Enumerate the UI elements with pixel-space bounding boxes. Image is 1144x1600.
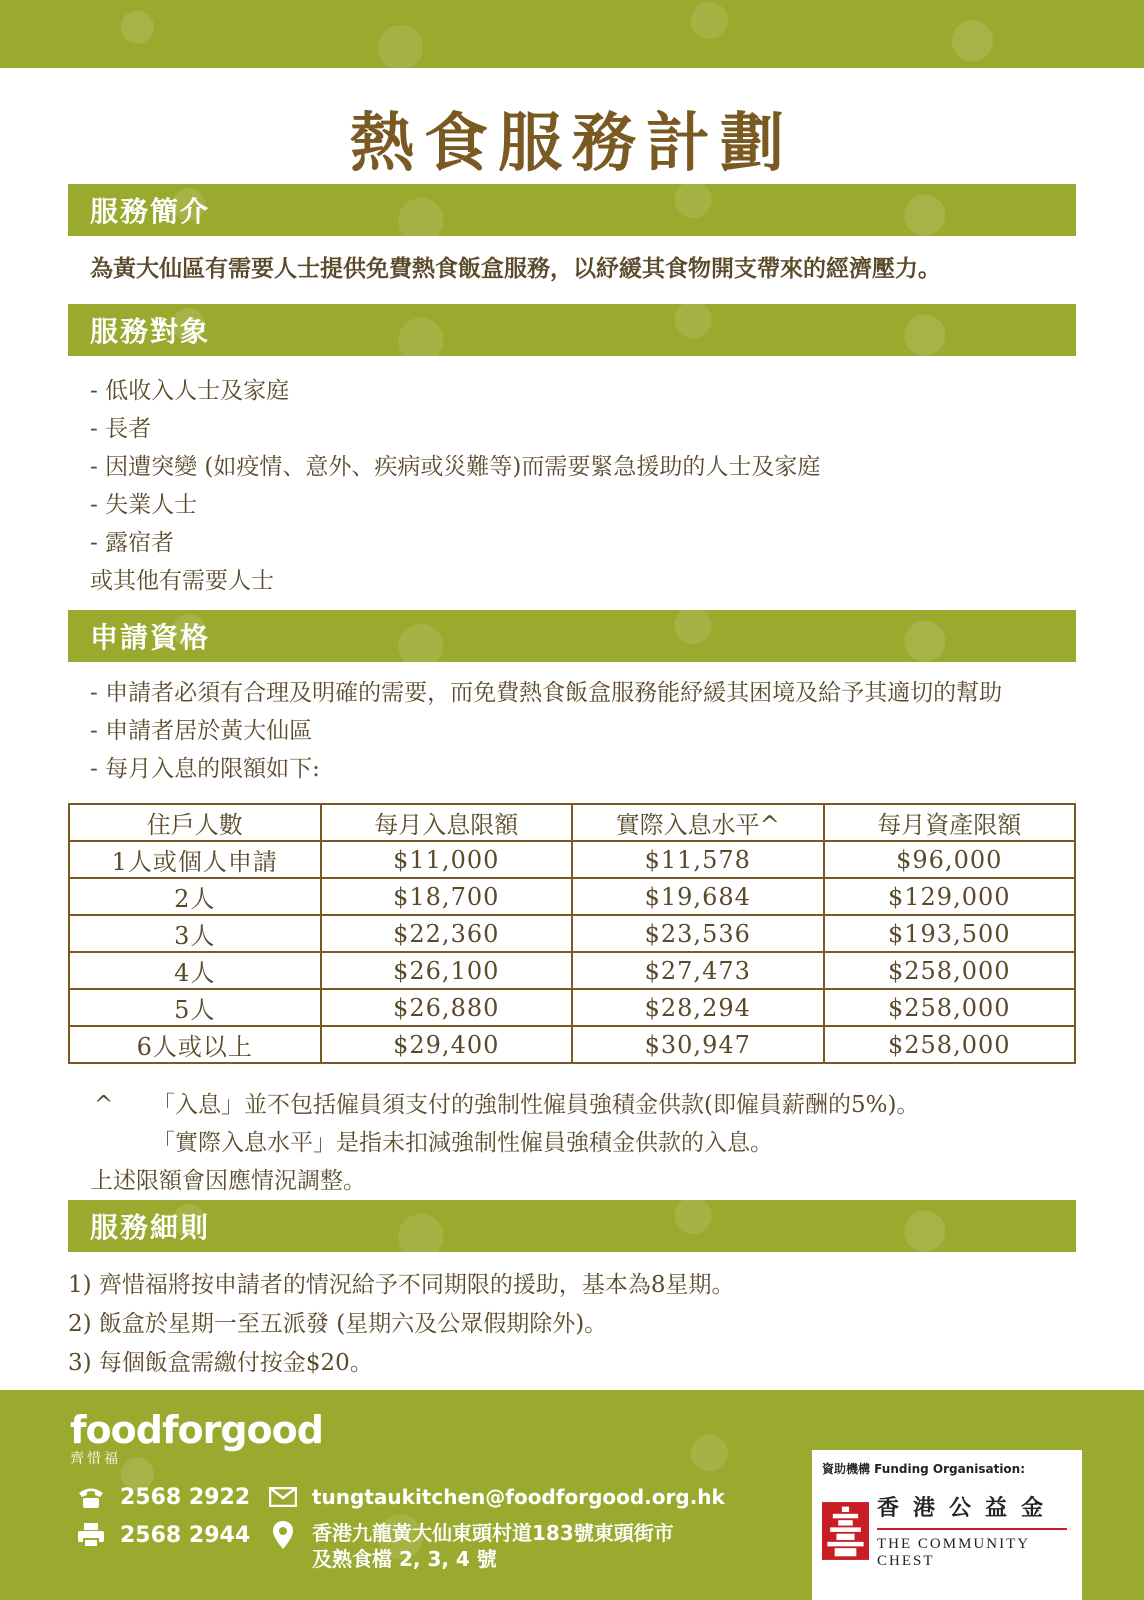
table-row (69, 1026, 1075, 1063)
details-list (68, 1266, 735, 1383)
list-item: 或其他有需要人士 (90, 568, 274, 594)
target-list (90, 372, 820, 600)
adjustment-note: 上述限額會因應情況調整。 (90, 1168, 366, 1194)
list-item: - 每月入息的限額如下: (90, 756, 320, 782)
table-cell: 2人 (69, 878, 321, 915)
divider (877, 1528, 1067, 1530)
funder-name-en: THE COMMUNITY CHEST (877, 1536, 1030, 1569)
table-notes (90, 1086, 919, 1200)
table-row (69, 915, 1075, 952)
list-item: - 申請者居於黃大仙區 (90, 718, 313, 744)
eligibility-list (90, 674, 1002, 788)
footnote (90, 1086, 919, 1124)
table-cell: $28,294 (572, 989, 824, 1026)
table-cell: $258,000 (824, 952, 1076, 989)
funding-label: 資助機構 Funding Organisation: (822, 1462, 1026, 1476)
contact-phone (74, 1482, 250, 1512)
mail-icon (266, 1482, 300, 1512)
page-title: 熱食服務計劃 (350, 106, 794, 181)
list-item: - 長者 (90, 416, 152, 442)
column-header: 每月資產限額 (824, 804, 1076, 841)
phone-number[interactable]: 2568 2922 (120, 1484, 251, 1510)
list-item: - 露宿者 (90, 530, 175, 556)
top-decorative-band (0, 0, 1144, 68)
footnote-mark: ^ (94, 1092, 114, 1118)
fax-number[interactable]: 2568 2944 (120, 1522, 251, 1548)
fax-icon (74, 1520, 108, 1550)
address-line: 香港九龍黃大仙東頭村道183號東頭街市 (312, 1521, 674, 1545)
community-chest-logo (822, 1491, 1072, 1570)
contact-email (266, 1482, 725, 1512)
location-pin-icon (266, 1520, 300, 1550)
address-line: 及熟食檔 2, 3, 4 號 (312, 1547, 497, 1571)
list-item: - 申請者必須有合理及明確的需要，而免費熱食飯盒服務能紓緩其困境及給予其適切的幫助 (90, 680, 1003, 706)
table-cell: $11,578 (572, 841, 824, 878)
table-cell: $96,000 (824, 841, 1076, 878)
list-item: 1) 齊惜福將按申請者的情況給予不同期限的援助，基本為8星期。 (68, 1272, 735, 1298)
logo-wordmark: foodforgood (70, 1408, 323, 1452)
table-cell: $18,700 (321, 878, 573, 915)
section-title: 服務簡介 (90, 195, 211, 228)
table-cell: $258,000 (824, 989, 1076, 1026)
list-item: - 失業人士 (90, 492, 198, 518)
table-cell: 6人或以上 (69, 1026, 321, 1063)
list-item: 2) 飯盒於星期一至五派發 (星期六及公眾假期除外)。 (68, 1311, 608, 1337)
list-item: - 因遭突變 (如疫情、意外、疾病或災難等)而需要緊急援助的人士及家庭 (90, 454, 821, 480)
section-title: 服務細則 (90, 1211, 211, 1244)
table-cell: $26,100 (321, 952, 573, 989)
column-header: 住戶人數 (69, 804, 321, 841)
section-header-target (68, 304, 1076, 356)
table-cell: $19,684 (572, 878, 824, 915)
table-cell: $29,400 (321, 1026, 573, 1063)
table-row (69, 841, 1075, 878)
table-cell: $26,880 (321, 989, 573, 1026)
contact-fax (74, 1520, 250, 1550)
pagoda-icon (822, 1499, 869, 1563)
table-row (69, 878, 1075, 915)
table-cell: $27,473 (572, 952, 824, 989)
footnote-text: 「實際入息水平」是指未扣減強制性僱員強積金供款的入息。 (152, 1130, 773, 1156)
income-limit-table (68, 803, 1076, 1064)
table-cell: $129,000 (824, 878, 1076, 915)
section-header-intro (68, 184, 1076, 236)
phone-icon (74, 1482, 108, 1512)
table-cell: $193,500 (824, 915, 1076, 952)
table-row (69, 952, 1075, 989)
list-item: 3) 每個飯盒需繳付按金$20。 (68, 1350, 373, 1376)
table-cell: $11,000 (321, 841, 573, 878)
table-cell: $22,360 (321, 915, 573, 952)
table-cell: 4人 (69, 952, 321, 989)
table-cell: 3人 (69, 915, 321, 952)
intro-text: 為黃大仙區有需要人士提供免費熱食飯盒服務，以紓緩其食物開支帶來的經濟壓力。 (90, 255, 941, 282)
foodforgood-logo (70, 1408, 323, 1468)
table-cell: $23,536 (572, 915, 824, 952)
table-header-row (69, 804, 1075, 841)
funding-organisation (812, 1450, 1082, 1600)
funder-name-zh: 香港公益金 (877, 1495, 1058, 1521)
email-address[interactable]: tungtaukitchen@foodforgood.org.hk (312, 1485, 725, 1509)
section-header-details (68, 1200, 1076, 1252)
footnote-text: 「入息」並不包括僱員須支付的強制性僱員強積金供款(即僱員薪酬的5%)。 (152, 1092, 920, 1118)
table-cell: $258,000 (824, 1026, 1076, 1063)
column-header: 每月入息限額 (321, 804, 573, 841)
column-header: 實際入息水平^ (572, 804, 824, 841)
table-row (69, 989, 1075, 1026)
section-title: 申請資格 (90, 621, 211, 654)
section-header-eligibility (68, 610, 1076, 662)
table-cell: 1人或個人申請 (69, 841, 321, 878)
contact-address (266, 1520, 674, 1572)
logo-chinese: 齊惜福 (70, 1451, 121, 1467)
table-cell: $30,947 (572, 1026, 824, 1063)
list-item: - 低收入人士及家庭 (90, 378, 290, 404)
table-cell: 5人 (69, 989, 321, 1026)
section-title: 服務對象 (90, 315, 211, 348)
